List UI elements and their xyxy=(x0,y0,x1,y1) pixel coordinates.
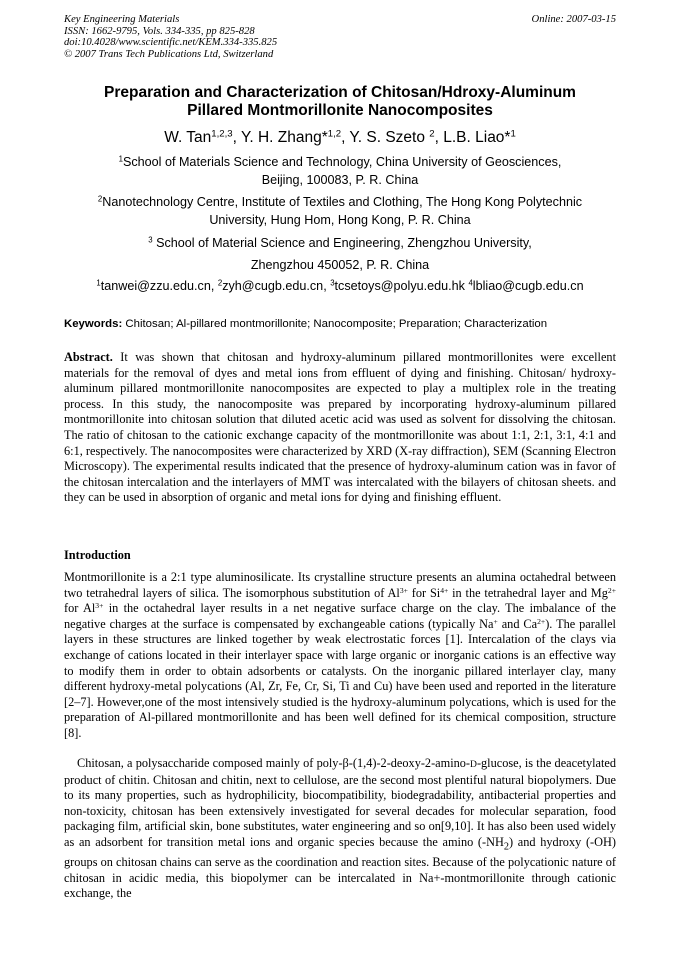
text-run: Montmorillonite is a 2:1 type aluminosilicate. Its crystalline structure presents an alumina octahedral between two tetrahedral layers of silica. The isomorphous substitution of Al xyxy=(64,570,616,600)
author-affil-sup: 1 xyxy=(510,128,516,140)
email-list: $^1$tanwei@zzu.edu.cn, $^2$zyh@cugb.edu.cn, $^3$tcsetoys@polyu.edu.hk $^4$lbliao@cugb.edu.cn xyxy=(96,278,584,293)
text-run: ) and hydroxy (-OH) groups on chitosan chains can serve as the coordination and reaction sites. Because of the polycationic nature of chitosan in acidic media, this biopolymer can be intercalated in Na+-montmorillonite through cationic exchange, the xyxy=(64,834,616,901)
superscript: 2+ xyxy=(537,616,546,626)
affiliation-1 xyxy=(64,154,616,189)
intro-paragraph-1 xyxy=(64,570,616,742)
author-name: Y. H. Zhang* xyxy=(240,129,328,146)
superscript: 2+ xyxy=(607,585,616,595)
abstract-label: Abstract. xyxy=(64,350,113,364)
affil-line: School of Materials Science and Technology, China University of Geosciences, xyxy=(122,155,562,169)
author-name: L.B. Liao* xyxy=(443,129,511,146)
email-sup: 2 xyxy=(217,278,223,288)
keywords-label: Keywords: xyxy=(64,318,123,330)
text-run: in the octahedral layer results in a net negative surface charge on the clay. The imbalance of the negative charges at the surface is compensated by exchangeable cations (typically Na xyxy=(64,601,616,631)
text-run: and Ca xyxy=(497,616,538,631)
superscript: 3+ xyxy=(399,585,408,595)
journal-header xyxy=(64,14,616,60)
text-run: in the tetrahedral layer and Mg xyxy=(448,585,608,600)
author-name: Y. S. Szeto xyxy=(349,129,430,146)
affil-sup: 2 xyxy=(97,194,103,204)
superscript: 4+ xyxy=(440,585,449,595)
affil-sup: 3 xyxy=(148,235,153,245)
text-run: ). The parallel layers in these structures are linked together by weak electrostatic forces [1]. Intercalation of the clays via exchange of cations located in their interlayer space with large organic or inorganic cations is an effective way to modify them in order to obtain adsorbents or catalysts. On the inorganic pillared interlayer clay, many different hydroxy-metal polycations (Al, Zr, Fe, Cr, Si, Ti and Cu) have been used and reported in the literature [2–7]. However,one of the most intensively studied is the hydroxy-aluminum polycations, which is used for the preparation of Al-pillared montmorillonite and has been well defined for its chemical composition, structure [8]. xyxy=(64,616,616,740)
affiliation-3 xyxy=(64,232,616,276)
text-run: for Al xyxy=(64,601,96,616)
affil-line: University, Hung Hom, Hong Kong, P. R. China xyxy=(209,212,471,227)
superscript: 3+ xyxy=(95,601,104,610)
affil-line: School of Material Science and Engineering, Zhengzhou University, xyxy=(156,236,532,250)
superscript: + xyxy=(493,616,498,626)
title-line-2: Pillared Montmorillonite Nanocomposites xyxy=(187,102,493,119)
section-heading-introduction: Introduction xyxy=(64,548,131,562)
affil-line: Nanotechnology Centre, Institute of Textiles and Clothing, The Hong Kong Polytechnic xyxy=(102,195,583,209)
affil-sup: 1 xyxy=(118,154,123,164)
paper-title xyxy=(64,84,616,120)
affil-line: Zhengzhou 450052, P. R. China xyxy=(250,258,430,272)
email-sup: 4 xyxy=(468,278,473,288)
author-list: W. Tan$^{1,2,3}$, Y. H. Zhang*$^{1,2}$, Y. S. Szeto $^2$, L.B. Liao*$^1$ xyxy=(164,128,516,146)
keywords-text: Chitosan; Al-pillared montmorillonite; Nanocomposite; Preparation; Characterization xyxy=(125,318,548,330)
author-affil-sup: 1,2 xyxy=(327,128,342,140)
doi-line: doi:10.4028/www.scientific.net/KEM.334-335.825 xyxy=(64,37,278,49)
text-run: Chitosan, a polysaccharide composed mainly of poly-β-(1,4)-2-deoxy-2-amino- xyxy=(77,756,471,770)
author-affil-sup: 2 xyxy=(429,128,435,140)
email-sup: 3 xyxy=(330,278,335,288)
author-affil-sup: 1,2,3 xyxy=(211,128,233,140)
abstract-text: It was shown that chitosan and hydroxy-aluminum pillared montmorillonites were excellent materials for the removal of dyes and metal ions from effluent of dying and finishing. Chitosan/ hydroxy-aluminum pillared montmorillonite nanocomposites are expected to play a multiplex role in the treating process. In this study, the nanocomposite was prepared by incorporating hydroxy-aluminum pillared montmorillonite into chitosan solution that diluted acetic acid was used as solvent for dissolving the chitosan. The ratio of chitosan to the cationic exchange capacity of the montmorillonite was about 1:1, 2:1, 3:1, 4:1 and 6:1, respectively. The nanocomposites were characterized by XRD (X-ray diffraction), SEM (Scanning Electron Microscopy). The experimental results indicated that the presence of hydroxy-aluminum cation was in favor of the chitosan intercalation and the interlayers of MMT was intercalated with the bilayers of chitosan sheets. and they can be used in absorption of organic and metal ions for dying and finishing effluent. xyxy=(64,350,616,505)
affil-line: Beijing, 100083, P. R. China xyxy=(261,172,419,187)
email-link[interactable]: tanwei@zzu.edu.cn xyxy=(100,279,211,293)
copyright-line: © 2007 Trans Tech Publications Ltd, Switzerland xyxy=(64,48,274,60)
email-link[interactable]: tcsetoys@polyu.edu.hk xyxy=(334,279,465,293)
author-name: W. Tan xyxy=(164,129,212,146)
issn-line: ISSN: 1662-9795, Vols. 334-335, pp 825-828 xyxy=(64,25,255,37)
email-sup: 1 xyxy=(96,278,101,288)
text-run: -glucose, is the deacetylated product of chitin. Chitosan and chitin, next to cellulose, are the second most plentiful natural biopolymers. Due to its many properties, such as hydrophilicity, biocompatibility, biodegradability, antibacterial properties and non-toxicity, chitosan has been extensively investigated for several decades for molecular separation, food packaging film, artificial skin, bone substitutes, water engineering and so on[9,10]. It has also been used widely as an adsorbent for transition metal ions and organic species because the amino (-NH xyxy=(64,756,616,849)
email-link[interactable]: lbliao@cugb.edu.cn xyxy=(472,279,584,293)
text-run: for Si xyxy=(407,585,441,600)
title-line-1: Preparation and Characterization of Chitosan/Hdroxy-Aluminum xyxy=(104,84,576,101)
email-link[interactable]: zyh@cugb.edu.cn xyxy=(222,279,324,293)
intro-paragraph-2 xyxy=(64,756,616,902)
affiliation-2 xyxy=(64,194,616,229)
subscript: 2 xyxy=(503,841,510,853)
small-caps-letter: D xyxy=(470,759,477,770)
online-date: Online: 2007-03-15 xyxy=(531,14,616,25)
keywords xyxy=(64,317,616,331)
journal-name: Key Engineering Materials xyxy=(64,14,180,25)
abstract xyxy=(64,350,616,506)
